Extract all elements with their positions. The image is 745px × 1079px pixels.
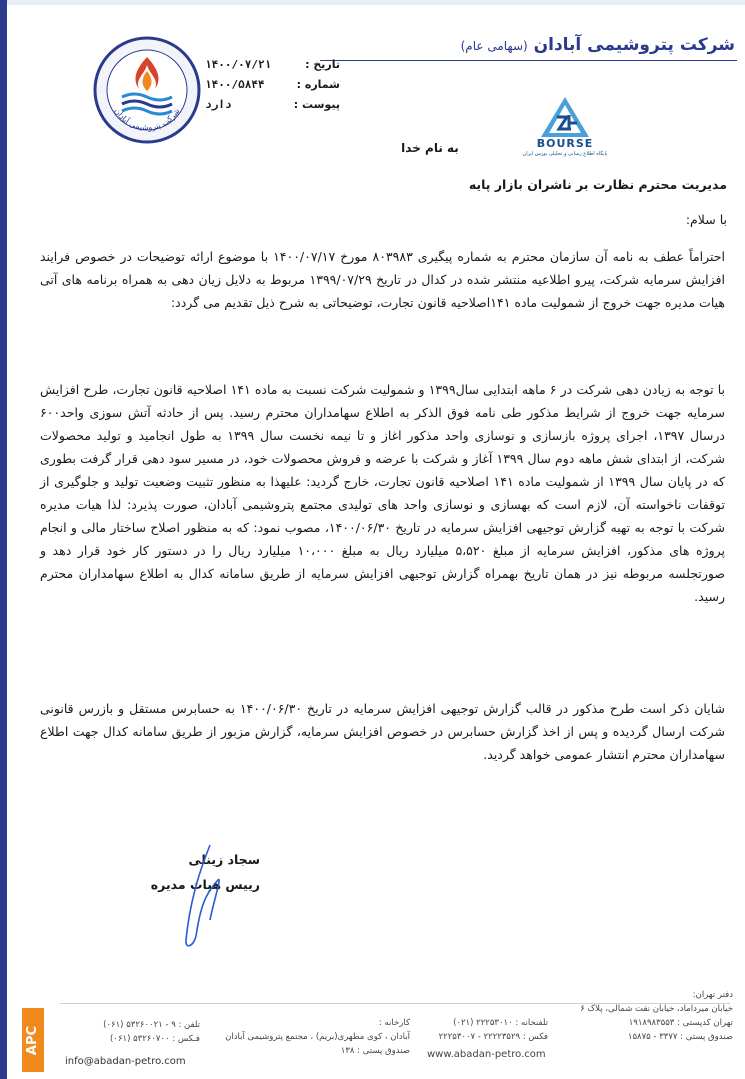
apc-badge <box>22 1008 44 1072</box>
factory-title: کارخانه : <box>378 1018 410 1028</box>
addressee: مدیریت محترم نظارت بر ناشران بازار پایه <box>468 177 727 192</box>
signature-scribble <box>170 840 230 955</box>
apc-label: APC <box>25 1025 41 1055</box>
tehran-po-box: صندوق پستی : ۳۳۷۷ - ۱۵۸۷۵ <box>627 1032 733 1042</box>
greeting: با سلام: <box>685 212 727 227</box>
bourse-name: BOURSE <box>536 137 594 150</box>
factory-po-box: صندوق پستی : ۱۳۸ <box>340 1046 410 1056</box>
tehran-office-address: خیابان میرداماد، خیابان نفت شمالی، پلاک ۶ <box>580 1004 733 1014</box>
company-header <box>461 35 735 55</box>
date-label: تاریخ : <box>305 58 340 71</box>
company-seal-logo <box>92 35 202 145</box>
header-divider <box>320 60 737 61</box>
footer-factory-contact <box>65 1018 200 1046</box>
letter-meta <box>205 58 340 118</box>
number-value: ۱۴۰۰/۵۸۴۴ <box>205 78 265 91</box>
factory-fax: فـکس : ۵۳۲۶۰۷۰۰ (۰۶۱) <box>110 1034 200 1044</box>
attachment-label: پیوست : <box>293 98 340 111</box>
tehran-phone: تلفنخانه : ۲۲۲۵۳۰۱۰ (۰۲۱) <box>453 1018 548 1028</box>
tehran-fax: فکس : ۲۲۲۲۳۵۲۹ - ۲۲۲۵۳۰۰۷ <box>438 1032 548 1042</box>
email-link[interactable]: info@abadan-petro.com <box>65 1056 186 1067</box>
bourse-mark-icon <box>515 95 615 140</box>
paragraph-3: شایان ذکر است طرح مذکور در قالب گزارش توجیهی افزایش سرمایه در تاریخ ۱۴۰۰/۰۶/۳۰ به حسابرس مستقل و بازرس قانونی شرکت ارسال گردیده و پس از اخذ گزارش حسابرس در خصوص افزایش سرمایه، گزارش مزبور از طریق سامانه کدال جهت اطلاع سهامداران محترم انتشار عمومی خواهد گردید. <box>40 701 725 762</box>
top-band <box>0 0 745 5</box>
bourse-logo <box>515 95 615 160</box>
factory-phone: تلفن : ۹ - ۵۳۲۶۰۰۲۱ (۰۶۱) <box>103 1020 200 1030</box>
attachment-value: دارد <box>205 98 232 111</box>
bismillah: به نام خدا <box>401 141 459 155</box>
bourse-tagline: پایگاه اطلاع رسانی و تحلیلی بورس ایران <box>522 151 608 157</box>
website-link[interactable]: www.abadan-petro.com <box>427 1049 546 1060</box>
footer-factory <box>205 1016 410 1058</box>
signatory-name: سجاد زینلی <box>188 852 260 867</box>
date-value: ۱۴۰۰/۰۷/۲۱ <box>205 58 272 71</box>
signatory-title: رییس هیات مدیره <box>150 877 260 892</box>
number-label: شماره : <box>296 78 340 91</box>
seal-text: شرکت پتروشیمی آبادان <box>112 106 182 133</box>
footer-tehran-office <box>523 988 733 1044</box>
footer-tehran-phones <box>418 1016 548 1044</box>
left-band <box>0 0 7 1079</box>
tehran-office-title: دفتر تهران: <box>692 990 733 1000</box>
company-name: شرکت پتروشیمی آبادان <box>533 35 735 55</box>
company-type: (سهامی عام) <box>460 39 528 53</box>
factory-address: آبادان ، کوی مطهری(بریم) ، مجتمع پتروشیمی آبادان <box>225 1032 410 1042</box>
paragraph-2: با توجه به زیادن دهی شرکت در ۶ ماهه ابتدایی سال۱۳۹۹ و شمولیت شرکت نسبت به ماده ۱۴۱ اصلاحیه قانون تجارت، طرح افزایش سرمایه جهت خروج از شرایط مذکور طی نامه فوق الذکر به اطلاع سهامداران محترم رسید. پس از حادثه آتش سوزی واحد۶۰۰ درسال ۱۳۹۷، اجرای پروژه بازسازی و نوسازی واحد مذکور اغاز و تا نیمه نخست سال ۱۳۹۹ به طول انجامید و تولید محصولات شرکت، از ابتدای شش ماهه دوم سال ۱۳۹۹ آغاز و شرکت با عرضه و فروش محصولات خود، در مسیر سود دهی قرار گرفت بطوری که در پایان سال ۱۳۹۹ از شمولیت ماده ۱۴۱ اصلاحیه قانون تجارت، خارج گردید: علیهذا به منظور تثبیت وضعیت تولید و جلوگیری از توقفات ناخواسته آن، لازم است که بهسازی و نوسازی واحد های تولیدی مجتمع پتروشیمی آبادان، صورت پذیرد: لذا هیات مدیره شرکت با توجه به تهیه گزارش توجیهی افزایش سرمایه در تاریخ ۱۴۰۰/۰۶/۳۰، مصوب نمود: که به منظور اصلاح ساختار مالی و انجام پروژه های مذکور، افزایش سرمایه از مبلغ ۵،۵۲۰ میلیارد ریال به مبلغ ۱۰،۰۰۰ میلیارد ریال را در دستور کار خود قرار دهد و صورتجلسه مربوطه نیز در همان تاریخ بهمراه گزارش توجیهی افزایش سرمایه از طریق سامانه کدال به اطلاع سهامداران محترم رسید. <box>40 382 726 604</box>
paragraph-1: احتراماً عطف به نامه آن سازمان محترم به شماره پیگیری ۸۰۳۹۸۳ مورخ ۱۴۰۰/۰۷/۱۷ با موضوع ارائه توضیحات در خصوص فرایند افزایش سرمایه شرکت، پیرو اطلاعیه منتشر شده در کدال در تاریخ ۱۳۹۹/۰۷/۲۹ مربوط به دلایل زیان دهی به همراه برنامه های آتی هیات مدیره جهت خروج از شمولیت ماده ۱۴۱اصلاحیه قانون تجارت، توضیحاتی به شرح ذیل تقدیم می گردد: <box>40 249 726 310</box>
tehran-postal-code: تهران کدپستی : ۱۹۱۸۹۸۳۵۵۳ <box>628 1018 733 1028</box>
